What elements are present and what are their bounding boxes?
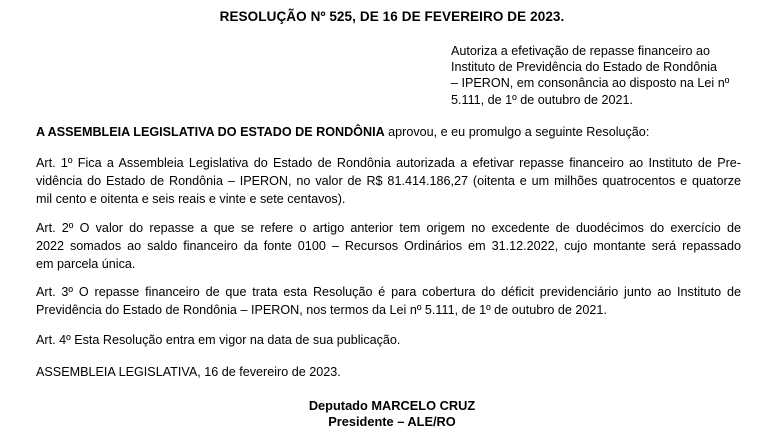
preamble-enacting-body: A ASSEMBLEIA LEGISLATIVA DO ESTADO DE RONDÔNIA (36, 125, 385, 139)
preamble-text: aprovou, e eu promulgo a seguinte Resolução: (384, 125, 650, 139)
article-line: em parcela única. (36, 257, 136, 271)
article-4 (36, 331, 741, 349)
preamble (36, 124, 748, 140)
signatory-name: Deputado MARCELO CRUZ (308, 398, 476, 413)
article-line: Art. 1º Fica a Assembleia Legislativa do Estado de Rondônia autorizada a efetivar repasse financeiro ao Instituto de Pre- (36, 156, 741, 170)
article-3 (36, 283, 741, 319)
closing-place-date: ASSEMBLEIA LEGISLATIVA, 16 de fevereiro de 2023. (36, 365, 341, 379)
signatory-role: Presidente – ALE/RO (328, 414, 456, 429)
article-1 (36, 154, 741, 208)
article-2 (36, 219, 741, 273)
article-line: vidência do Estado de Rondônia – IPERON, no valor de R$ 81.414.186,27 (oitenta e um milhões quatrocentos e quatorze (36, 174, 741, 188)
ementa-line: Autoriza a efetivação de repasse financeiro ao (451, 44, 711, 58)
article-line: Art. 4º Esta Resolução entra em vigor na data de sua publicação. (36, 333, 401, 347)
ementa-line: 5.111, de 1º de outubro de 2021. (451, 92, 633, 107)
ementa-line: Instituto de Previdência do Estado de Rondônia (451, 60, 718, 75)
ementa-line: – IPERON, em consonância ao disposto na Lei nº (451, 76, 730, 91)
article-line: Art. 2º O valor do repasse a que se refere o artigo anterior tem origem no excedente de duodécimos do exercício de (36, 221, 741, 235)
article-line: mil cento e oitenta e seis reais e vinte e sete centavos). (36, 192, 346, 206)
article-line: 2022 somados ao saldo financeiro da fonte 0100 – Recursos Ordinários em 31.12.2022, cujo montante será repassado (36, 239, 741, 253)
document-title: RESOLUÇÃO Nº 525, DE 16 DE FEVEREIRO DE 2023. (219, 9, 565, 24)
article-line: Art. 3º O repasse financeiro de que trata esta Resolução é para cobertura do déficit previdenciário junto ao Instituto de (36, 285, 741, 299)
article-line: Previdência do Estado de Rondônia – IPERON, nos termos da Lei nº 5.111, de 1º de outubro de 2021. (36, 303, 607, 317)
ementa-summary (451, 43, 739, 108)
